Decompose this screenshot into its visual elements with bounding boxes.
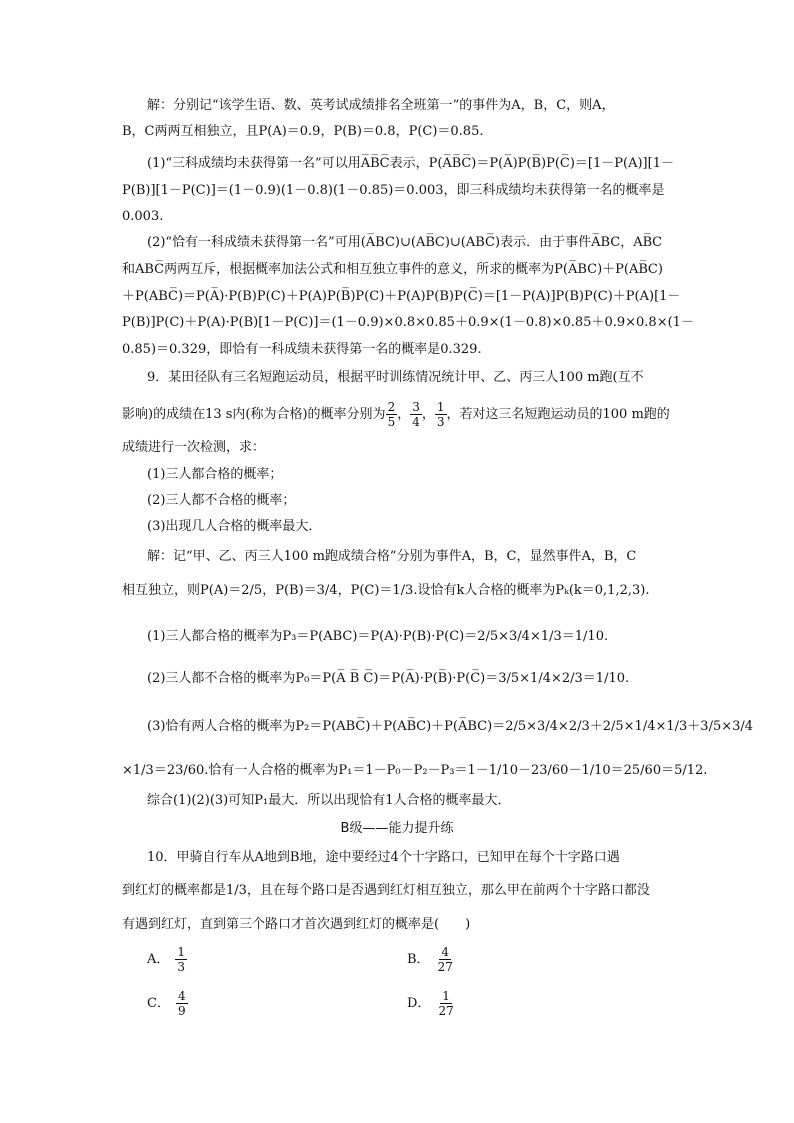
question-9-item-1: (1)三人都合格的概率； [147, 467, 283, 482]
question-10-line-1: 10．甲骑自行车从A地到B地，途中要经过4个十字路口，已知甲在每个十字路口遇 [147, 850, 620, 865]
question-9-line-2-end: ，若对这三名短跑运动员的100 m跑的 [446, 407, 670, 422]
question-10-line-2: 到红灯的概率都是1/3，且在每个路口是否遇到红灯相互独立，那么甲在前两个十字路口都没 [122, 883, 650, 898]
option-fraction: $\frac{4}{27}$ [437, 945, 453, 974]
solution-8-part2-line-2: 和ABC̅两两互斥，根据概率加法公式和相互独立事件的意义，所求的概率为P(A̅BC)＋P(AB̅C) [122, 262, 663, 277]
solution-8-part2-line-3: ＋P(ABC̅)＝P(A̅)·P(B)P(C)＋P(A)P(B̅)P(C)＋P(A)P(B)P(C̅)＝[1－P(A)]P(B)P(C)＋P(A)[1－ [122, 289, 681, 304]
option-c[interactable] [147, 989, 188, 1018]
solution-8-intro-line-1: 解：分别记“该学生语、数、英考试成绩排名全班第一”的事件为A，B，C，则A， [147, 98, 615, 113]
question-9-item-3: (3)出现几人合格的概率最大． [147, 519, 322, 534]
option-label: D． [407, 995, 431, 1011]
solution-9-part3-line-1: (3)恰有两人合格的概率为P₂＝P(ABC̅)＋P(AB̅C)＋P(A̅BC)＝2/5×3/4×2/3＋2/5×1/4×1/3＋3/5×3/4 [147, 719, 754, 734]
option-fraction: $\frac{4}{9}$ [177, 989, 186, 1018]
option-label: A． [147, 951, 170, 967]
solution-9-part3-line-2: ×1/3＝23/60.恰有一人合格的概率为P₁＝1－P₀－P₂－P₃＝1－1/10－23/60－1/10＝25/60＝5/12. [122, 763, 708, 778]
option-label: C． [147, 995, 170, 1011]
question-9-line-2: 影响)的成绩在13 s内(称为合格)的概率分别为 $\frac{2}{5}$ ， $\frac{3}{4}$ ， $\frac{1}{3}$ ，若对这三名短跑运动员的100 m跑的 [122, 400, 670, 429]
solution-9-part2: (2)三人都不合格的概率为P₀＝P(A̅ B̅ C̅)＝P(A̅)·P(B̅)·P(C̅)＝3/5×1/4×2/3＝1/10. [147, 671, 630, 686]
solution-8-part2-line-1: (2)“恰有一科成绩未获得第一名”可用(A̅BC)∪(AB̅C)∪(ABC̅)表示．由于事件A̅BC，AB̅C [147, 235, 663, 250]
solution-8-part2-line-4: P(B)]P(C)＋P(A)·P(B)[1－P(C)]＝(1－0.9)×0.8×0.85＋0.9×(1－0.8)×0.85＋0.9×0.8×(1－ [122, 315, 694, 330]
solution-9-line-2: 相互独立，则P(A)＝2/5，P(B)＝3/4，P(C)＝1/3.设恰有k人合格的概率为Pₖ(k＝0,1,2,3). [122, 583, 650, 598]
option-label: B． [407, 951, 430, 967]
solution-8-part1-line-3: 0.003. [122, 209, 164, 224]
section-heading-b: B级——能力提升练 [340, 821, 454, 836]
question-10-line-3: 有遇到红灯，直到第三个路口才首次遇到红灯的概率是( ) [122, 917, 471, 932]
fraction-2-5: $\frac{2}{5}$ [387, 400, 396, 429]
solution-8-part1-line-1: (1)“三科成绩均未获得第一名”可以用A̅B̅C̅表示，P(A̅B̅C̅)＝P(A̅)P(B̅)P(C̅)＝[1－P(A)][1－ [147, 156, 674, 171]
option-fraction: $\frac{1}{27}$ [438, 989, 454, 1018]
question-9-line-3: 成绩进行一次检测，求： [122, 440, 266, 455]
option-d[interactable] [407, 989, 456, 1018]
question-9-item-2: (2)三人都不合格的概率； [147, 493, 296, 508]
solution-9-conclusion: 综合(1)(2)(3)可知P₁最大．所以出现恰有1人合格的概率最大． [147, 793, 511, 808]
solution-8-intro-line-2: B，C两两互相独立，且P(A)＝0.9，P(B)＝0.8，P(C)＝0.85. [122, 124, 484, 139]
solution-8-part2-line-5: 0.85)＝0.329，即恰有一科成绩未获得第一名的概率是0.329. [122, 342, 482, 357]
option-b[interactable] [407, 945, 455, 974]
option-a[interactable] [147, 945, 187, 974]
question-9-line-1: 9．某田径队有三名短跑运动员，根据平时训练情况统计甲、乙、丙三人100 m跑(互不 [147, 370, 644, 385]
fraction-1-3: $\frac{1}{3}$ [436, 400, 445, 429]
solution-8-part1-line-2: P(B)][1－P(C)]＝(1－0.9)(1－0.8)(1－0.85)＝0.003，即三科成绩均未获得第一名的概率是 [122, 183, 665, 198]
solution-9-part1: (1)三人都合格的概率为P₃＝P(ABC)＝P(A)·P(B)·P(C)＝2/5×3/4×1/3＝1/10. [147, 629, 609, 644]
option-fraction: $\frac{1}{3}$ [177, 945, 186, 974]
question-9-line-2-start: 影响)的成绩在13 s内(称为合格)的概率分别为 [122, 407, 386, 422]
fraction-3-4: $\frac{3}{4}$ [412, 400, 420, 429]
solution-9-line-1: 解：记“甲、乙、丙三人100 m跑成绩合格”分别为事件A，B，C，显然事件A，B，C [147, 549, 637, 564]
